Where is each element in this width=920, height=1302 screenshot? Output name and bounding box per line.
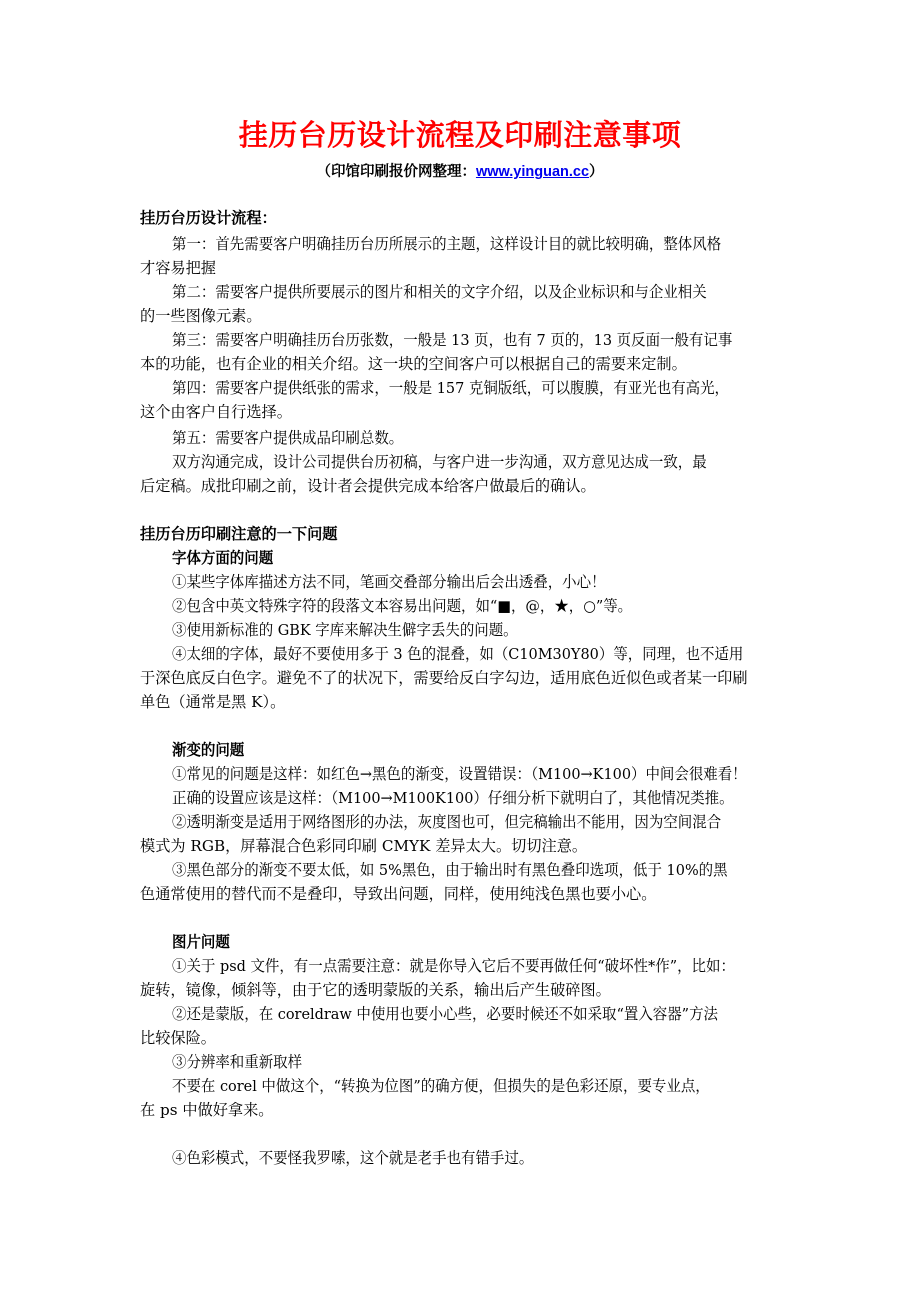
text-line: 模式为 RGB，屏幕混合色彩同印刷 CMYK 差异太大。切切注意。 <box>140 837 588 855</box>
section-heading-printing-notes: 挂历台历印刷注意的一下问题 <box>140 525 338 543</box>
text-line: ②透明渐变是适用于网络图形的办法，灰度图也可，但完稿输出不能用，因为空间混合 <box>172 813 722 831</box>
text-line: ①常见的问题是这样：如红色→黑色的渐变，设置错误：（M100→K100）中间会很难看！ <box>172 765 747 783</box>
text-line: 第三：需要客户明确挂历台历张数，一般是 13 页，也有 7 页的，13 页反面一般有记事 <box>172 331 733 349</box>
text-line: 的一些图像元素。 <box>140 307 262 325</box>
text-line: 第四：需要客户提供纸张的需求，一般是 157 克铜版纸，可以腹膜，有亚光也有高光， <box>172 379 730 397</box>
text-line: ③黑色部分的渐变不要太低，如 5%黑色，由于输出时有黑色叠印选项，低于 10%的黑 <box>172 861 728 879</box>
text-line: ③使用新标准的 GBK 字库来解决生僻字丢失的问题。 <box>172 621 518 639</box>
subsection-heading-gradients: 渐变的问题 <box>172 741 245 759</box>
subsection-heading-fonts: 字体方面的问题 <box>172 549 274 567</box>
text-line: ④太细的字体，最好不要使用多于 3 色的混叠，如（C10M30Y80）等，同理，也不适用 <box>172 645 744 663</box>
text-line: 比较保险。 <box>140 1029 216 1047</box>
document-title: 挂历台历设计流程及印刷注意事项 <box>238 118 682 152</box>
section-heading-design-flow: 挂历台历设计流程： <box>140 209 277 227</box>
text-line: 正确的设置应该是这样：（M100→M100K100）仔细分析下就明白了，其他情况类推。 <box>172 789 734 807</box>
text-line: 双方沟通完成，设计公司提供台历初稿，与客户进一步沟通，双方意见达成一致，最 <box>172 453 707 471</box>
text-line: ③分辨率和重新取样 <box>172 1053 303 1071</box>
text-line: 单色（通常是黑 K）。 <box>140 693 286 711</box>
text-line: ①某些字体库描述方法不同，笔画交叠部分输出后会出透叠，小心！ <box>172 573 606 591</box>
text-line: 第二：需要客户提供所要展示的图片和相关的文字介绍，以及企业标识和与企业相关 <box>172 283 707 301</box>
website-link[interactable]: www.yinguan.cc <box>475 164 590 180</box>
text-line: 第五：需要客户提供成品印刷总数。 <box>172 429 404 447</box>
text-line: 才容易把握 <box>140 259 216 277</box>
text-line: 这个由客户自行选择。 <box>140 403 292 421</box>
text-line: ②包含中英文特殊字符的段落文本容易出问题，如“■，@，★，○”等。 <box>172 597 633 615</box>
text-line: 第一：首先需要客户明确挂历台历所展示的主题，这样设计目的就比较明确，整体风格 <box>172 235 722 253</box>
text-line: 在 ps 中做好拿来。 <box>140 1101 274 1119</box>
subtitle-suffix: ） <box>589 163 604 180</box>
document-subtitle <box>0 160 920 184</box>
text-line: 本的功能，也有企业的相关介绍。这一块的空间客户可以根据自己的需要来定制。 <box>140 355 687 373</box>
text-line: 后定稿。成批印刷之前，设计者会提供完成本给客户做最后的确认。 <box>140 477 596 495</box>
text-line: ①关于 psd 文件，有一点需要注意：就是你导入它后不要再做任何“破坏性*作”，比如： <box>172 957 735 975</box>
text-line: ②还是蒙版，在 coreldraw 中使用也要小心些，必要时候还不如采取“置入容器”方法 <box>172 1005 718 1023</box>
text-line: 旋转，镜像，倾斜等，由于它的透明蒙版的关系，输出后产生破碎图。 <box>140 981 611 999</box>
text-line: 不要在 corel 中做这个，“转换为位图”的确方便，但损失的是色彩还原，要专业点， <box>172 1077 710 1095</box>
subsection-heading-images: 图片问题 <box>172 933 230 951</box>
text-line: 于深色底反白色字。避免不了的状况下，需要给反白字勾边，适用底色近似色或者某一印刷 <box>140 669 748 687</box>
subtitle-prefix: （印馆印刷报价网整理： <box>316 163 476 180</box>
text-line: 色通常使用的替代而不是叠印，导致出问题，同样，使用纯浅色黑也要小心。 <box>140 885 657 903</box>
text-line: ④色彩模式，不要怪我罗嗦，这个就是老手也有错手过。 <box>172 1149 534 1167</box>
